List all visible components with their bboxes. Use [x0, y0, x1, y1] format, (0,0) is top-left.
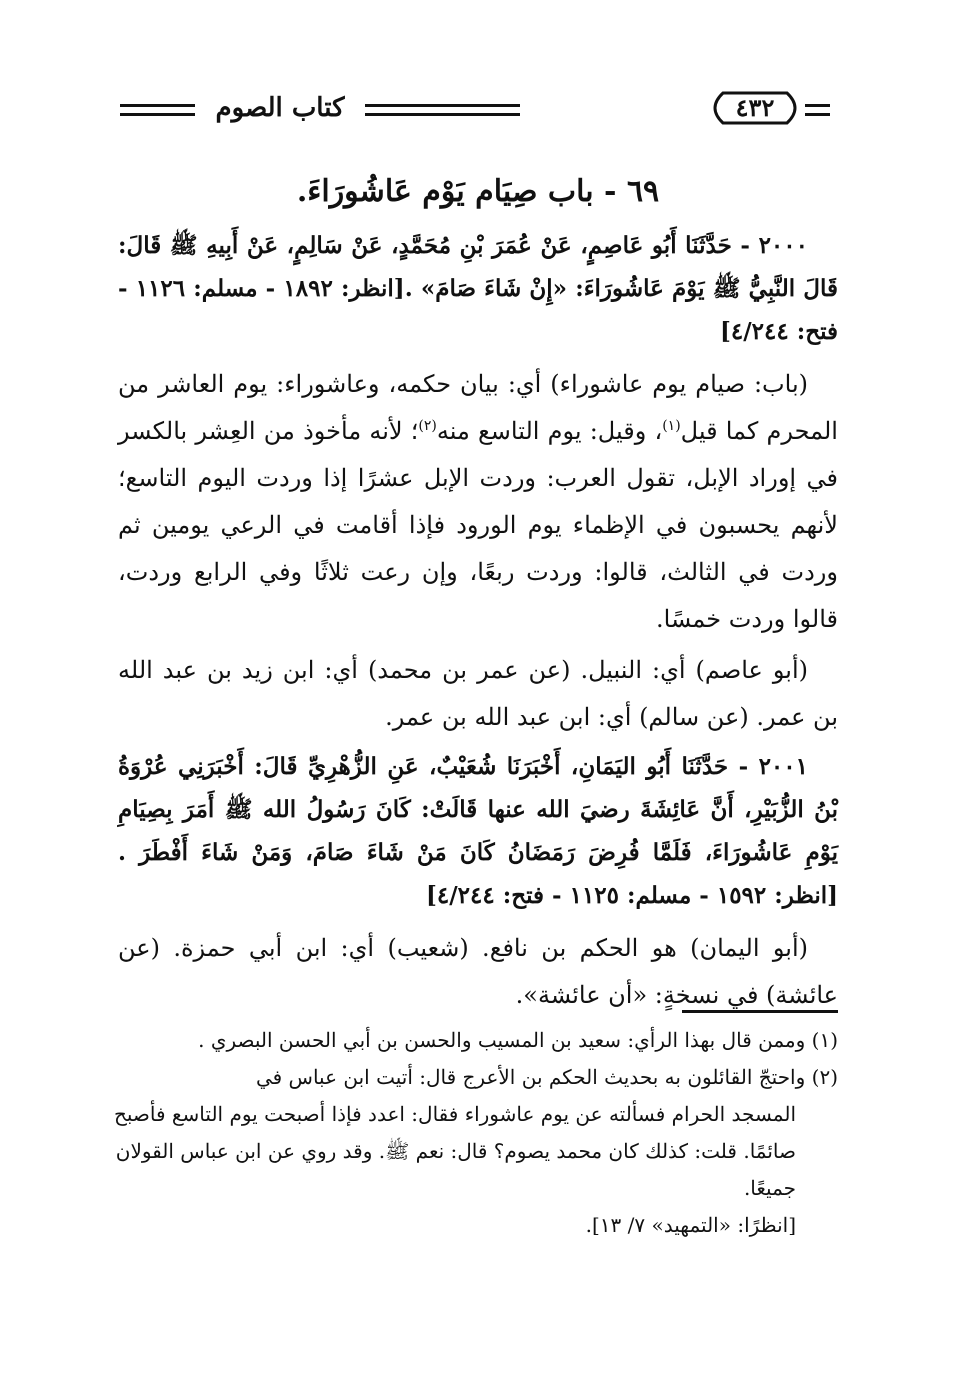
commentary-paragraph: (أبو اليمان) هو الحكم بن نافع. (شعيب) أي: ابن أبي حمزة. (عن عائشة) في نسخةٍ: «أن عائشة».: [118, 934, 838, 1009]
book-title: كتاب الصوم: [215, 93, 345, 123]
footnote-separator: [682, 1010, 838, 1013]
commentary-text: ؛ لأنه مأخوذ من العِشر بالكسر في إوراد الإبل، تقول العرب: وردت الإبل عشرًا إذا وردت اليوم التاسع؛ لأنهم يحسبون في الإظماء يوم الورود فإذا أقامت في الرعي يومين ثم وردت في الثالث، قالوا: وردت ربعًا، وإن رعت ثلاثًا وفي الرابع وردت، قالوا وردت خمسًا.: [118, 417, 839, 633]
footnote-2-continuation: المسجد الحرام فسألته عن يوم عاشوراء فقال: اعدد فإذا أصبحت يوم التاسع فأصبح صائمًا. قلت: كذلك كان محمد يصوم؟ قال: نعم ﷺ. وقد روي عن ابن عباس القولان جميعًا.: [113, 1102, 796, 1200]
footnote-2-reference: [انظرًا: «التمهيد» ٧/ ١٣].: [585, 1213, 796, 1237]
main-text: [118, 170, 838, 1023]
page-number: ٤٣٢: [735, 93, 775, 122]
running-header: [110, 86, 830, 136]
footnote-ref-2[interactable]: (٢): [418, 418, 437, 434]
commentary-text: (باب: صيام يوم عاشوراء) أي: بيان حكمه، وعاشوراء: يوم العاشر من المحرم كما قيل: [118, 370, 838, 445]
commentary-paragraph: (أبو عاصم) أي: النبيل. (عن عمر بن محمد) أي: ابن زيد بن عبد الله بن عمر. (عن سالم) أي: ابن عبد الله بن عمر.: [118, 656, 838, 731]
header-ornament-left: [120, 104, 195, 116]
footnotes: [108, 1022, 838, 1244]
footnote-1: (١) وممن قال بهذا الرأي: سعيد بن المسيب والحسن بن أبي الحسن البصري .: [198, 1028, 838, 1052]
commentary-text: ، وقيل: يوم التاسع منه: [436, 417, 663, 445]
hadith-2001: ٢٠٠١ - حَدَّثَنَا أَبُو اليَمَانِ، أَخْبَرَنَا شُعَيْبٌ، عَنِ الزُّهْرِيِّ قَالَ: أَخْبَرَنِي عُرْوَةُ بْنُ الزُّبَيْرِ، أَنَّ عَائِشَةَ رضيَ الله عنها قَالَتْ: كَانَ رَسُولُ الله ﷺ أَمَرَ بِصِيَامِ يَوْمِ عَاشُورَاءَ، فَلَمَّا فُرِضَ رَمَضَانُ كَانَ مَنْ شَاءَ صَامَ، وَمَنْ شَاءَ أَفْطَرَ .[انظر: ١٥٩٢ - مسلم: ١١٢٥ - فتح: ٤/٢٤٤]: [118, 753, 838, 909]
chapter-title: ٦٩ - باب صِيَام يَوْم عَاشُورَاءَ.: [296, 174, 660, 209]
footnote-2: (٢) واحتجّ القائلون به بحديث الحكم بن الأعرج قال: أتيت ابن عباس في: [255, 1065, 838, 1089]
header-ornament-right: [805, 104, 830, 116]
hadith-2000: ٢٠٠٠ - حَدَّثَنَا أَبُو عَاصِمٍ، عَنْ عُمَرَ بْنِ مُحَمَّدٍ، عَنْ سَالِمٍ، عَنْ أَبِيهِ ﷺ قَالَ: قَالَ النَّبِيُّ ﷺ يَوْمَ عَاشُورَاءَ: «إِنْ شَاءَ صَامَ» .[انظر: ١٨٩٢ - مسلم: ١١٢٦ - فتح: ٤/٢٤٤]: [118, 232, 838, 345]
footnote-ref-1[interactable]: (١): [662, 418, 681, 434]
page-number-badge: [705, 90, 805, 126]
commentary-paragraph: [118, 361, 838, 643]
header-ornament-middle: [365, 104, 520, 116]
